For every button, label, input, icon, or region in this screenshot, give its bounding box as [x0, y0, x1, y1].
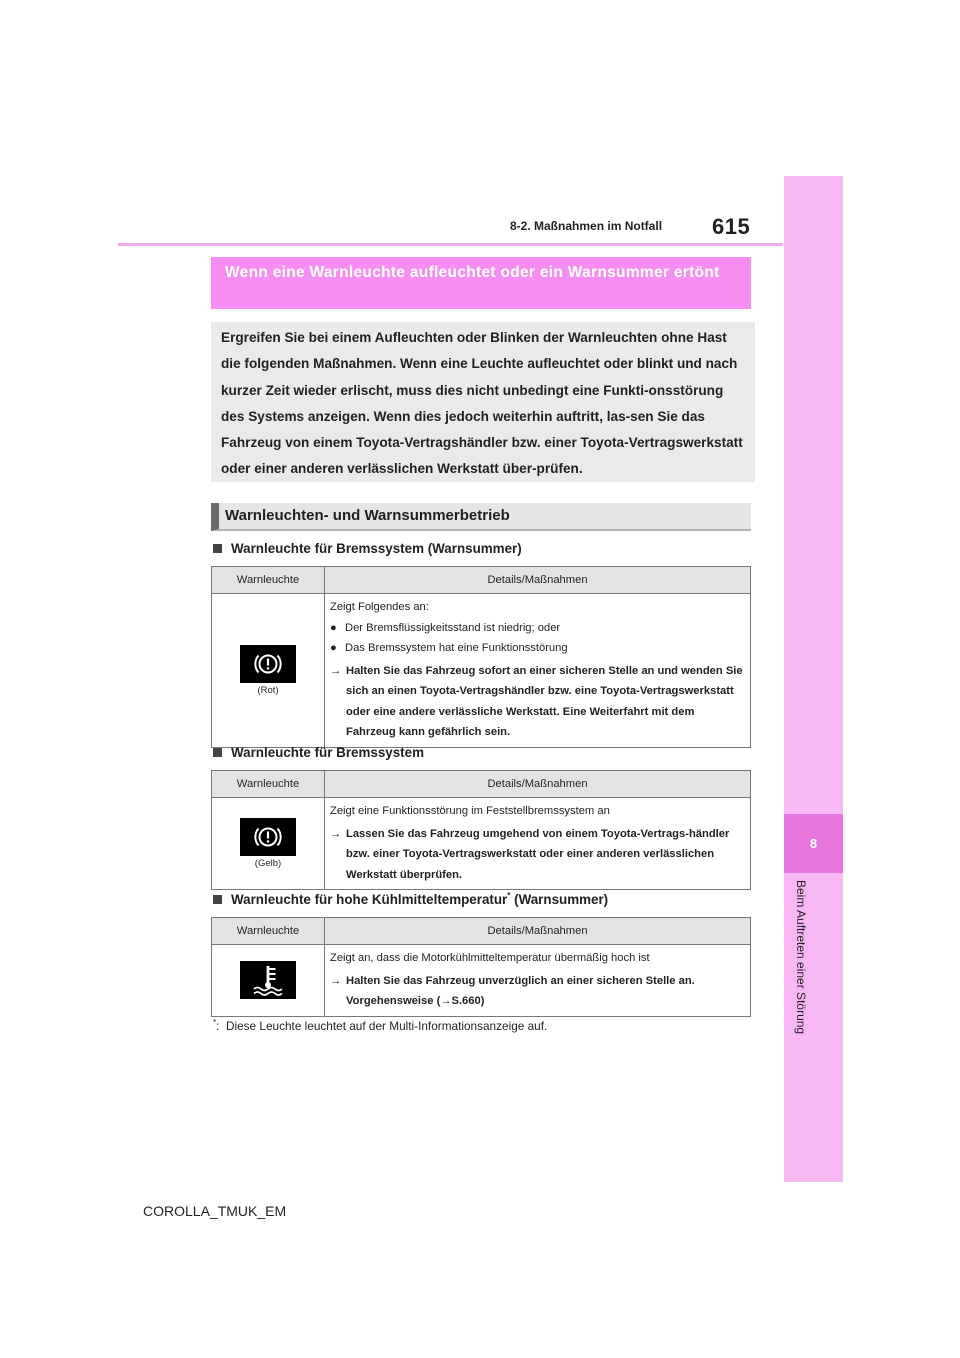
subsection-heading-coolant [213, 892, 608, 907]
details-intro: Zeigt Folgendes an: [330, 601, 429, 613]
action-item [330, 661, 744, 743]
action-text: Lassen Sie das Fahrzeug umgehend von einem Toyota-Vertrags-händler bzw. einer Toyota-Vertragswerkstatt oder einer anderen verlässlichen Werkstatt überprüfen. [346, 827, 730, 881]
column-header-details: Details/Maßnahmen [325, 918, 751, 945]
warning-table-brake [211, 770, 751, 890]
arrow-icon: → [330, 974, 342, 987]
action-text-container [346, 971, 744, 1012]
warning-table-brake-buzzer [211, 566, 751, 748]
brake-warning-icon [240, 645, 296, 683]
action-item [330, 824, 744, 886]
arrow-icon: → [330, 827, 342, 840]
bullet-dot-icon: ● [330, 621, 337, 634]
intro-text: Ergreifen Sie bei einem Aufleuchten oder Blinken der Warnleuchten ohne Hast die folgenden Maßnahmen. Wenn eine Leuchte aufleuchtet oder blinkt und nach kurzer Zeit wieder erlischt, muss dies nicht unbedingt eine Funkti-onsstörung des Systems anzeigen. Wenn dies jedoch weiterhin auftritt, las-sen Sie das Fahrzeug von einem Toyota-Vertragshändler bzw. einer Toyota-Vertragswerkstatt oder einer anderen verlässlichen Werkstatt über-prüfen. [221, 330, 743, 477]
action-item [330, 971, 744, 1012]
column-header-light: Warnleuchte [212, 771, 325, 798]
header-divider [118, 243, 783, 246]
column-header-light: Warnleuchte [212, 918, 325, 945]
light-cell [212, 798, 325, 890]
chapter-number-tab [784, 814, 843, 873]
light-cell [212, 594, 325, 748]
coolant-temperature-icon [240, 961, 296, 999]
chapter-title: Beim Auftreten einer Störung [794, 880, 808, 1035]
page-title: Wenn eine Warnleuchte aufleuchtet oder ein Warnsummer ertönt [225, 264, 720, 281]
document-id: COROLLA_TMUK_EM [143, 1203, 287, 1219]
list-item [330, 618, 744, 639]
subsection-heading-text: Warnleuchte für Bremssystem [231, 745, 424, 760]
icon-caption: (Gelb) [254, 858, 282, 869]
section-heading-text: Warnleuchten- und Warnsummerbetrieb [225, 507, 510, 524]
square-bullet-icon [213, 544, 222, 553]
footnote [213, 1018, 547, 1033]
subsection-heading-brake [213, 745, 424, 760]
details-cell [325, 594, 751, 748]
light-cell [212, 945, 325, 1017]
page-number: 615 [712, 214, 751, 239]
action-text: Halten Sie das Fahrzeug sofort an einer sicheren Stelle an und wenden Sie sich an einen Toyota-Vertragshändler bzw. eine Toyota-Vertragswerkstatt oder eine andere verlässliche Werkstatt. Eine Weiterfahrt mit dem Fahrzeug kann gefährlich sein. [346, 664, 743, 738]
column-header-details: Details/Maßnahmen [325, 567, 751, 594]
square-bullet-icon [213, 895, 222, 904]
section-reference: 8-2. Maßnahmen im Notfall [510, 219, 663, 233]
details-cell [325, 945, 751, 1017]
subsection-heading-brake-buzzer [213, 541, 522, 556]
brake-warning-icon [240, 818, 296, 856]
icon-caption: (Rot) [257, 684, 279, 696]
intro-box [211, 322, 755, 482]
chapter-number: 8 [809, 836, 818, 851]
details-intro: Zeigt eine Funktionsstörung im Feststellbremssystem an [330, 805, 610, 817]
column-header-light: Warnleuchte [212, 567, 325, 594]
details-cell [325, 798, 751, 890]
list-item-text: Das Bremssystem hat eine Funktionsstörung [345, 642, 568, 654]
reference-arrow-icon: → [440, 995, 452, 1007]
column-header-details: Details/Maßnahmen [325, 771, 751, 798]
arrow-icon: → [330, 664, 342, 677]
details-intro: Zeigt an, dass die Motorkühlmitteltemperatur übermäßig hoch ist [330, 952, 650, 964]
action-text: Halten Sie das Fahrzeug unverzüglich an einer sicheren Stelle an. Vorgehensweise ( [346, 974, 695, 1007]
subsection-heading-text: Warnleuchte für Bremssystem (Warnsummer) [231, 541, 522, 556]
page-title-box [211, 257, 751, 309]
subsection-heading-suffix: (Warnsummer) [510, 892, 609, 907]
footnote-mark: * [507, 891, 511, 900]
page-reference-link[interactable]: S.660) [451, 995, 485, 1007]
footnote-text: : Diese Leuchte leuchtet auf der Multi-Informationsanzeige auf. [216, 1018, 548, 1033]
list-item-text: Der Bremsflüssigkeitsstand ist niedrig; oder [345, 621, 561, 634]
warning-table-coolant [211, 917, 751, 1017]
subsection-heading-text: Warnleuchte für hohe Kühlmitteltemperatur [231, 892, 508, 907]
footnote-mark: * [213, 1018, 217, 1027]
list-item [330, 638, 744, 659]
square-bullet-icon [213, 748, 222, 757]
bullet-dot-icon: ● [330, 642, 337, 654]
section-heading [211, 503, 751, 531]
